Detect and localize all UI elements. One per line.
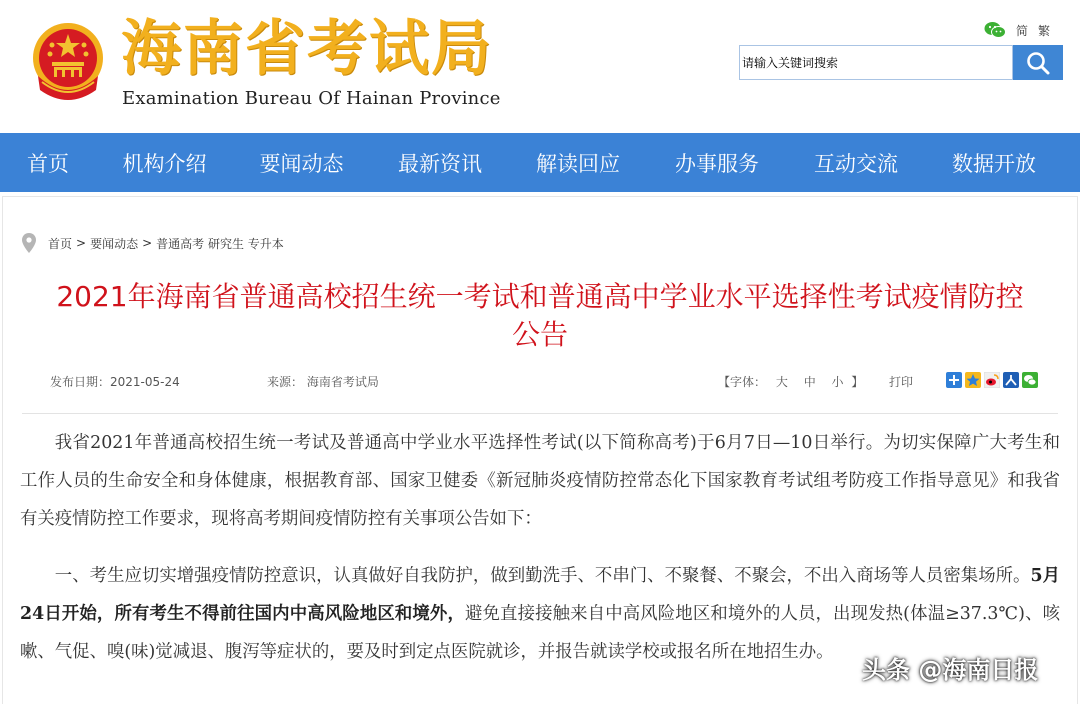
search-input[interactable]: [739, 45, 1013, 80]
location-pin-icon: [22, 233, 36, 253]
nav-item-about[interactable]: 机构介绍: [122, 151, 207, 176]
nav-item-interpretation[interactable]: 解读回应: [536, 151, 620, 176]
nav-item-services[interactable]: 办事服务: [675, 151, 759, 176]
lang-traditional-link[interactable]: 繁: [1038, 23, 1051, 38]
site-header: [0, 0, 1080, 133]
main-nav: [0, 133, 1080, 192]
source-watermark: 头条 @海南日报: [862, 656, 1039, 684]
font-size-controls: [718, 373, 863, 390]
share-bar: [946, 372, 1038, 388]
breadcrumb-separator: >: [142, 236, 153, 250]
share-qzone-icon[interactable]: [965, 372, 981, 388]
print-button[interactable]: 打印: [889, 375, 914, 389]
font-size-label: 【字体：: [718, 375, 767, 389]
article-title: [20, 278, 1060, 354]
article-title-line: 公告: [511, 318, 568, 351]
font-small-button[interactable]: 小: [831, 375, 844, 389]
nav-item-home[interactable]: 首页: [27, 151, 69, 176]
lang-simplified-link[interactable]: 简: [1016, 23, 1029, 38]
article-paragraph: 我省2021年普通高校招生统一考试及普通高中学业水平选择性考试(以下简称高考)于6月7日—10日举行。为切实保障广大考生和工作人员的生命安全和身体健康，根据教育部、国家卫健委《新冠肺炎疫情防控常态化下国家教育考试组考防疫工作指导意见》和我省有关疫情防控工作要求，现将高考期间疫情防控有关事项公告如下：: [20, 433, 1060, 529]
article-source: 来源： 海南省考试局: [267, 375, 379, 389]
nav-item-open-data[interactable]: 数据开放: [952, 151, 1036, 176]
nav-item-latest[interactable]: 最新资讯: [398, 151, 482, 176]
paragraph-text: 一、考生应切实增强疫情防控意识，认真做好自我防护，做到勤洗手、不串门、不聚餐、不聚会，不出入商场等人员密集场所。: [54, 566, 1031, 586]
publish-date: 发布日期：2021-05-24: [50, 375, 180, 389]
search-button[interactable]: [1013, 45, 1063, 80]
meta-divider: [22, 413, 1058, 414]
breadcrumb-section[interactable]: 要闻动态: [90, 236, 139, 251]
search-icon: [1025, 50, 1051, 76]
site-logo-title: 海南省考试局: [121, 14, 493, 84]
nav-item-interaction[interactable]: 互动交流: [814, 151, 898, 176]
breadcrumb: [22, 233, 284, 253]
site-logo-subtitle: Examination Bureau Of Hainan Province: [122, 88, 501, 109]
breadcrumb-home[interactable]: 首页: [48, 236, 73, 251]
font-medium-button[interactable]: 中: [803, 375, 816, 389]
article-title-line: 2021年海南省普通高校招生统一考试和普通高中学业水平选择性考试疫情防控: [56, 280, 1024, 313]
paragraph-text: 避免直接接触来自中高风险地区和境外的人员，出现发热(体温≥37.3℃)、咳嗽、气促、嗅(味)觉减退、腹泻等症状的，要及时到定点医院就诊，并报告就读学校或报名所在地招生办。: [20, 604, 1060, 662]
share-weibo-icon[interactable]: [984, 372, 1000, 388]
breadcrumb-current[interactable]: 普通高考 研究生 专升本: [156, 236, 284, 251]
font-size-close: 】: [851, 375, 864, 389]
wechat-icon[interactable]: [984, 21, 1006, 39]
share-wechat-icon[interactable]: [1022, 372, 1038, 388]
language-switcher: [984, 20, 1050, 40]
breadcrumb-separator: >: [76, 236, 87, 250]
nav-item-news[interactable]: 要闻动态: [259, 151, 344, 176]
font-large-button[interactable]: 大: [775, 375, 788, 389]
paragraph-emphasis: 5月24日开始，所有考生不得前往国内中高风险地区和境外，: [20, 566, 1060, 624]
share-renren-icon[interactable]: [1003, 372, 1019, 388]
national-emblem-icon: [30, 20, 106, 102]
share-plus-icon[interactable]: [946, 372, 962, 388]
